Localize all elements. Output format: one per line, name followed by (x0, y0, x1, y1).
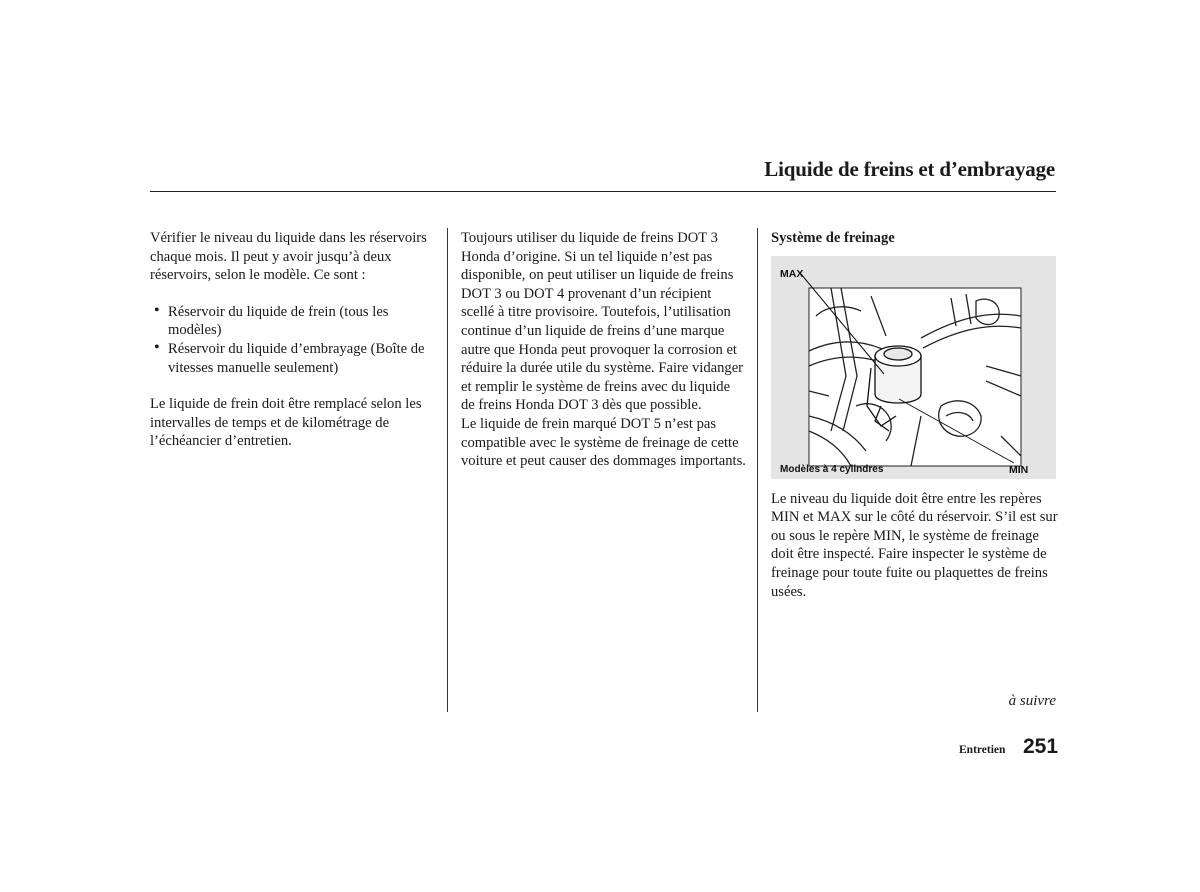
intro-paragraph: Vérifier le niveau du liquide dans les réservoirs chaque mois. Il peut y avoir jusqu’à deux réservoirs, selon le modèle. Ce sont : (150, 230, 427, 284)
page-number: 251 (1023, 735, 1059, 758)
level-paragraph: Le niveau du liquide doit être entre les repères MIN et MAX sur le côté du réservoir. S’il est sur ou sous le repère MIN, le système de freinage doit être inspecté. Faire inspecter le système de freinage pour toute fuite ou plaquettes de freins usées. (771, 490, 1058, 600)
list-item: • Réservoir du liquide d’embrayage (Boîte de vitesses manuelle seulement) (150, 340, 435, 377)
dot5-paragraph: Le liquide de frein marqué DOT 5 n’est pas compatible avec le système de freinage de cette voiture et peut causer des dommages importants. (461, 415, 746, 470)
reservoir-list (150, 303, 435, 377)
column-divider-2 (757, 228, 758, 712)
column-2 (461, 229, 746, 471)
column-3 (771, 229, 1061, 601)
dot3-paragraph: Toujours utiliser du liquide de freins DOT 3 Honda d’origine. Si un tel liquide n’est pas disponible, on peut utiliser un liquide de freins DOT 3 ou DOT 4 provenant d’un récipient scellé à titre provisoire. Toutefois, l’utilisation continue d’un liquide de freins d’une marque autre que Honda peut provoquer la corrosion et réduire la durée utile du système. Faire vidanger et remplir le système de freins avec du liquide de freins Honda DOT 3 dès que possible. (461, 230, 744, 414)
brake-reservoir-figure (771, 256, 1056, 479)
footer-section-name: Entretien (959, 744, 1006, 756)
page-title: Liquide de freins et d’embrayage (764, 157, 1055, 181)
continued-label: à suivre (1008, 693, 1056, 709)
column-divider-1 (447, 228, 448, 712)
column-1 (150, 229, 435, 451)
title-rule (150, 191, 1056, 192)
figure-caption: Modèles à 4 cylindres (780, 463, 884, 475)
section-title: Système de freinage (771, 230, 895, 246)
min-label: MIN (1009, 463, 1029, 476)
max-label: MAX (780, 267, 804, 280)
engine-bay-illustration (771, 256, 1056, 479)
replacement-paragraph: Le liquide de frein doit être remplacé selon les intervalles de temps et de kilométrage de l’échéancier d’entretien. (150, 396, 422, 450)
list-item: • Réservoir du liquide de frein (tous les modèles) (150, 303, 435, 340)
